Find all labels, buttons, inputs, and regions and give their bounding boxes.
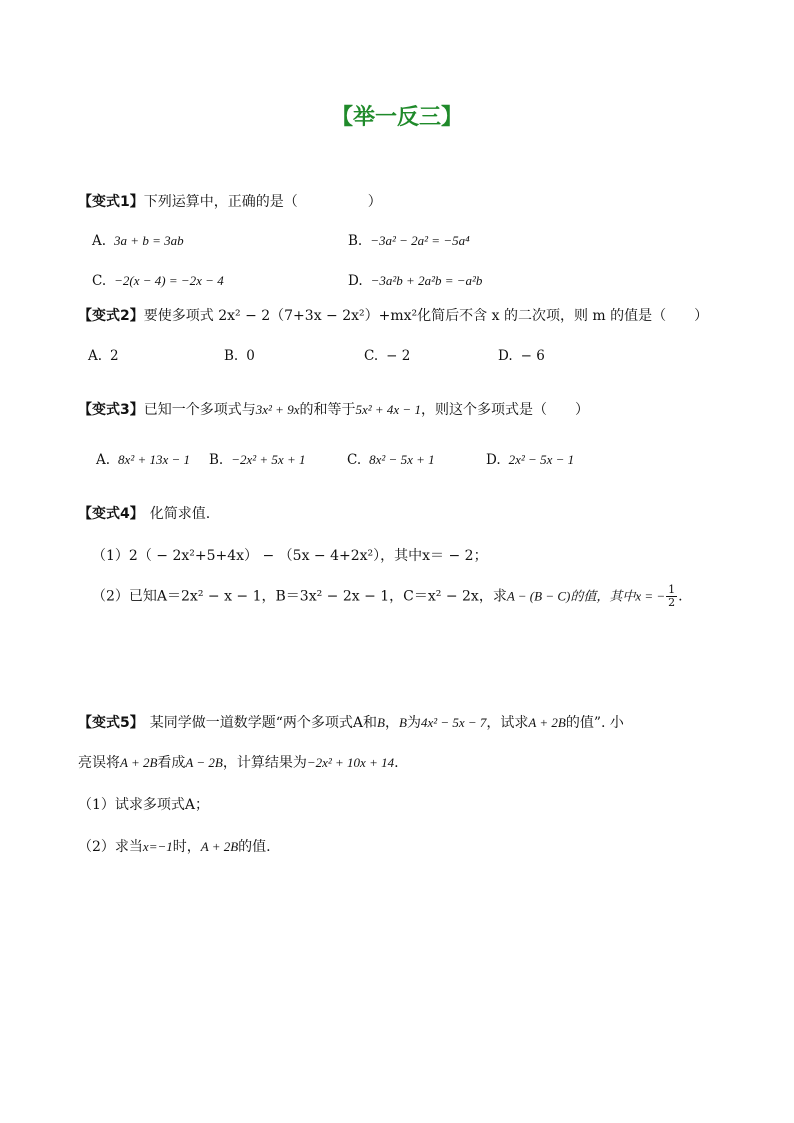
fraction — [666, 584, 677, 609]
question-4-tag: 【变式4】 — [78, 506, 144, 522]
question-5-text: ， — [384, 715, 399, 731]
option-label: B. — [348, 233, 363, 249]
math-expr: A + 2B — [528, 715, 566, 730]
question-1 — [78, 191, 382, 211]
option-expr: 2 — [110, 348, 119, 364]
page-title: 【举一反三】 — [330, 105, 463, 130]
option-label: C. — [347, 452, 362, 468]
option-label: A. — [88, 348, 103, 364]
question-1-option-b[interactable] — [348, 233, 470, 249]
math-expr: x=−1 — [142, 839, 173, 854]
question-5-sub-2 — [78, 836, 271, 856]
question-1-option-c[interactable] — [92, 273, 224, 289]
option-expr: − 6 — [520, 348, 545, 364]
question-5-text: 的值. — [238, 839, 271, 855]
question-2-option-a[interactable] — [88, 348, 119, 364]
option-expr: 0 — [246, 348, 255, 364]
question-5-text: 某同学做一道数学题“两个多项式A和 — [149, 715, 378, 731]
question-2-option-c[interactable] — [364, 348, 410, 364]
math-expr: 3x² + 9x — [255, 402, 300, 417]
question-5-text: ，试求 — [486, 715, 529, 731]
option-label: B. — [224, 348, 239, 364]
option-label: D. — [498, 348, 513, 364]
question-5-text: 的值”. 小 — [565, 715, 624, 731]
question-3-option-a[interactable] — [96, 452, 190, 468]
question-3-option-d[interactable] — [486, 452, 574, 468]
question-5-sub-1: （1）试求多项式A； — [78, 797, 210, 813]
option-expr: − 2 — [386, 348, 411, 364]
math-expr: 5x² + 4x − 1 — [355, 402, 421, 417]
question-5-text: . — [394, 755, 399, 771]
question-3 — [78, 399, 589, 419]
question-3-tag: 【变式3】 — [78, 402, 144, 418]
option-expr: 2x² − 5x − 1 — [508, 452, 575, 467]
question-1-option-d[interactable] — [348, 273, 482, 289]
question-2-tag: 【变式2】 — [78, 308, 144, 324]
option-label: C. — [364, 348, 379, 364]
fraction-denominator: 2 — [668, 596, 676, 609]
option-expr: −3a² − 2a² = −5a⁴ — [370, 233, 470, 248]
question-5-text: ，计算结果为 — [222, 755, 307, 771]
question-5-text: 时， — [172, 839, 201, 855]
question-2 — [78, 305, 708, 325]
question-3-text: 的和等于 — [299, 402, 356, 418]
math-expr: B — [377, 715, 385, 730]
question-5-text: 为 — [406, 715, 421, 731]
question-2-option-b[interactable] — [224, 348, 255, 364]
period: . — [678, 588, 683, 605]
option-label: A. — [92, 233, 107, 249]
fraction-numerator: 1 — [668, 583, 676, 596]
question-1-option-a[interactable] — [92, 233, 184, 249]
question-4-part-1: （1）2（ − 2x²+5+4x） − （5x − 4+2x²），其中x＝ − 2； — [92, 548, 488, 564]
math-expr: −2x² + 10x + 14 — [306, 755, 395, 770]
math-expr: A + 2B — [120, 755, 158, 770]
question-5-text: 看成 — [157, 755, 186, 771]
option-expr: −2(x − 4) = −2x − 4 — [114, 273, 224, 288]
question-4 — [78, 503, 210, 523]
question-5-line-2 — [78, 752, 399, 772]
option-expr: 3a + b = 3ab — [114, 233, 184, 248]
question-5-line-1 — [78, 712, 624, 732]
part-2-text: （2）已知A＝2x² − x − 1，B＝3x² − 2x − 1，C＝x² − 2x，求 — [92, 588, 507, 605]
math-expr: A + 2B — [200, 839, 239, 854]
option-expr: −3a²b + 2a²b = −a²b — [370, 273, 483, 288]
option-label: A. — [96, 452, 111, 468]
math-expr: B — [398, 715, 407, 730]
question-3-option-b[interactable] — [209, 452, 305, 468]
question-3-option-c[interactable] — [347, 452, 435, 468]
question-3-text: 已知一个多项式与 — [143, 402, 256, 418]
question-5-text: （2）求当 — [78, 839, 143, 855]
math-expr: A − 2B — [185, 755, 223, 770]
math-expr: A − (B − C)的值，其中x = − — [506, 588, 666, 604]
option-label: B. — [209, 452, 224, 468]
question-2-text: 要使多项式 2x² − 2（7+3x − 2x²）+mx²化简后不含 x 的二次项，则 m 的值是（ ） — [143, 308, 709, 324]
option-label: D. — [348, 273, 363, 289]
question-5-tag: 【变式5】 — [78, 715, 144, 731]
question-5-text: 亮误将 — [78, 755, 120, 771]
question-1-tag: 【变式1】 — [78, 194, 144, 210]
math-expr: 4x² − 5x − 7 — [420, 715, 487, 730]
option-expr: 8x² + 13x − 1 — [118, 452, 191, 467]
question-4-part-2 — [92, 584, 683, 609]
question-1-text: 下列运算中，正确的是（ ） — [143, 194, 382, 210]
question-2-option-d[interactable] — [498, 348, 545, 364]
question-3-text: ，则这个多项式是（ ） — [420, 402, 589, 418]
question-4-text: 化简求值. — [149, 506, 211, 522]
option-label: C. — [92, 273, 107, 289]
option-label: D. — [486, 452, 501, 468]
option-expr: 8x² − 5x + 1 — [369, 452, 435, 467]
option-expr: −2x² + 5x + 1 — [231, 452, 306, 467]
